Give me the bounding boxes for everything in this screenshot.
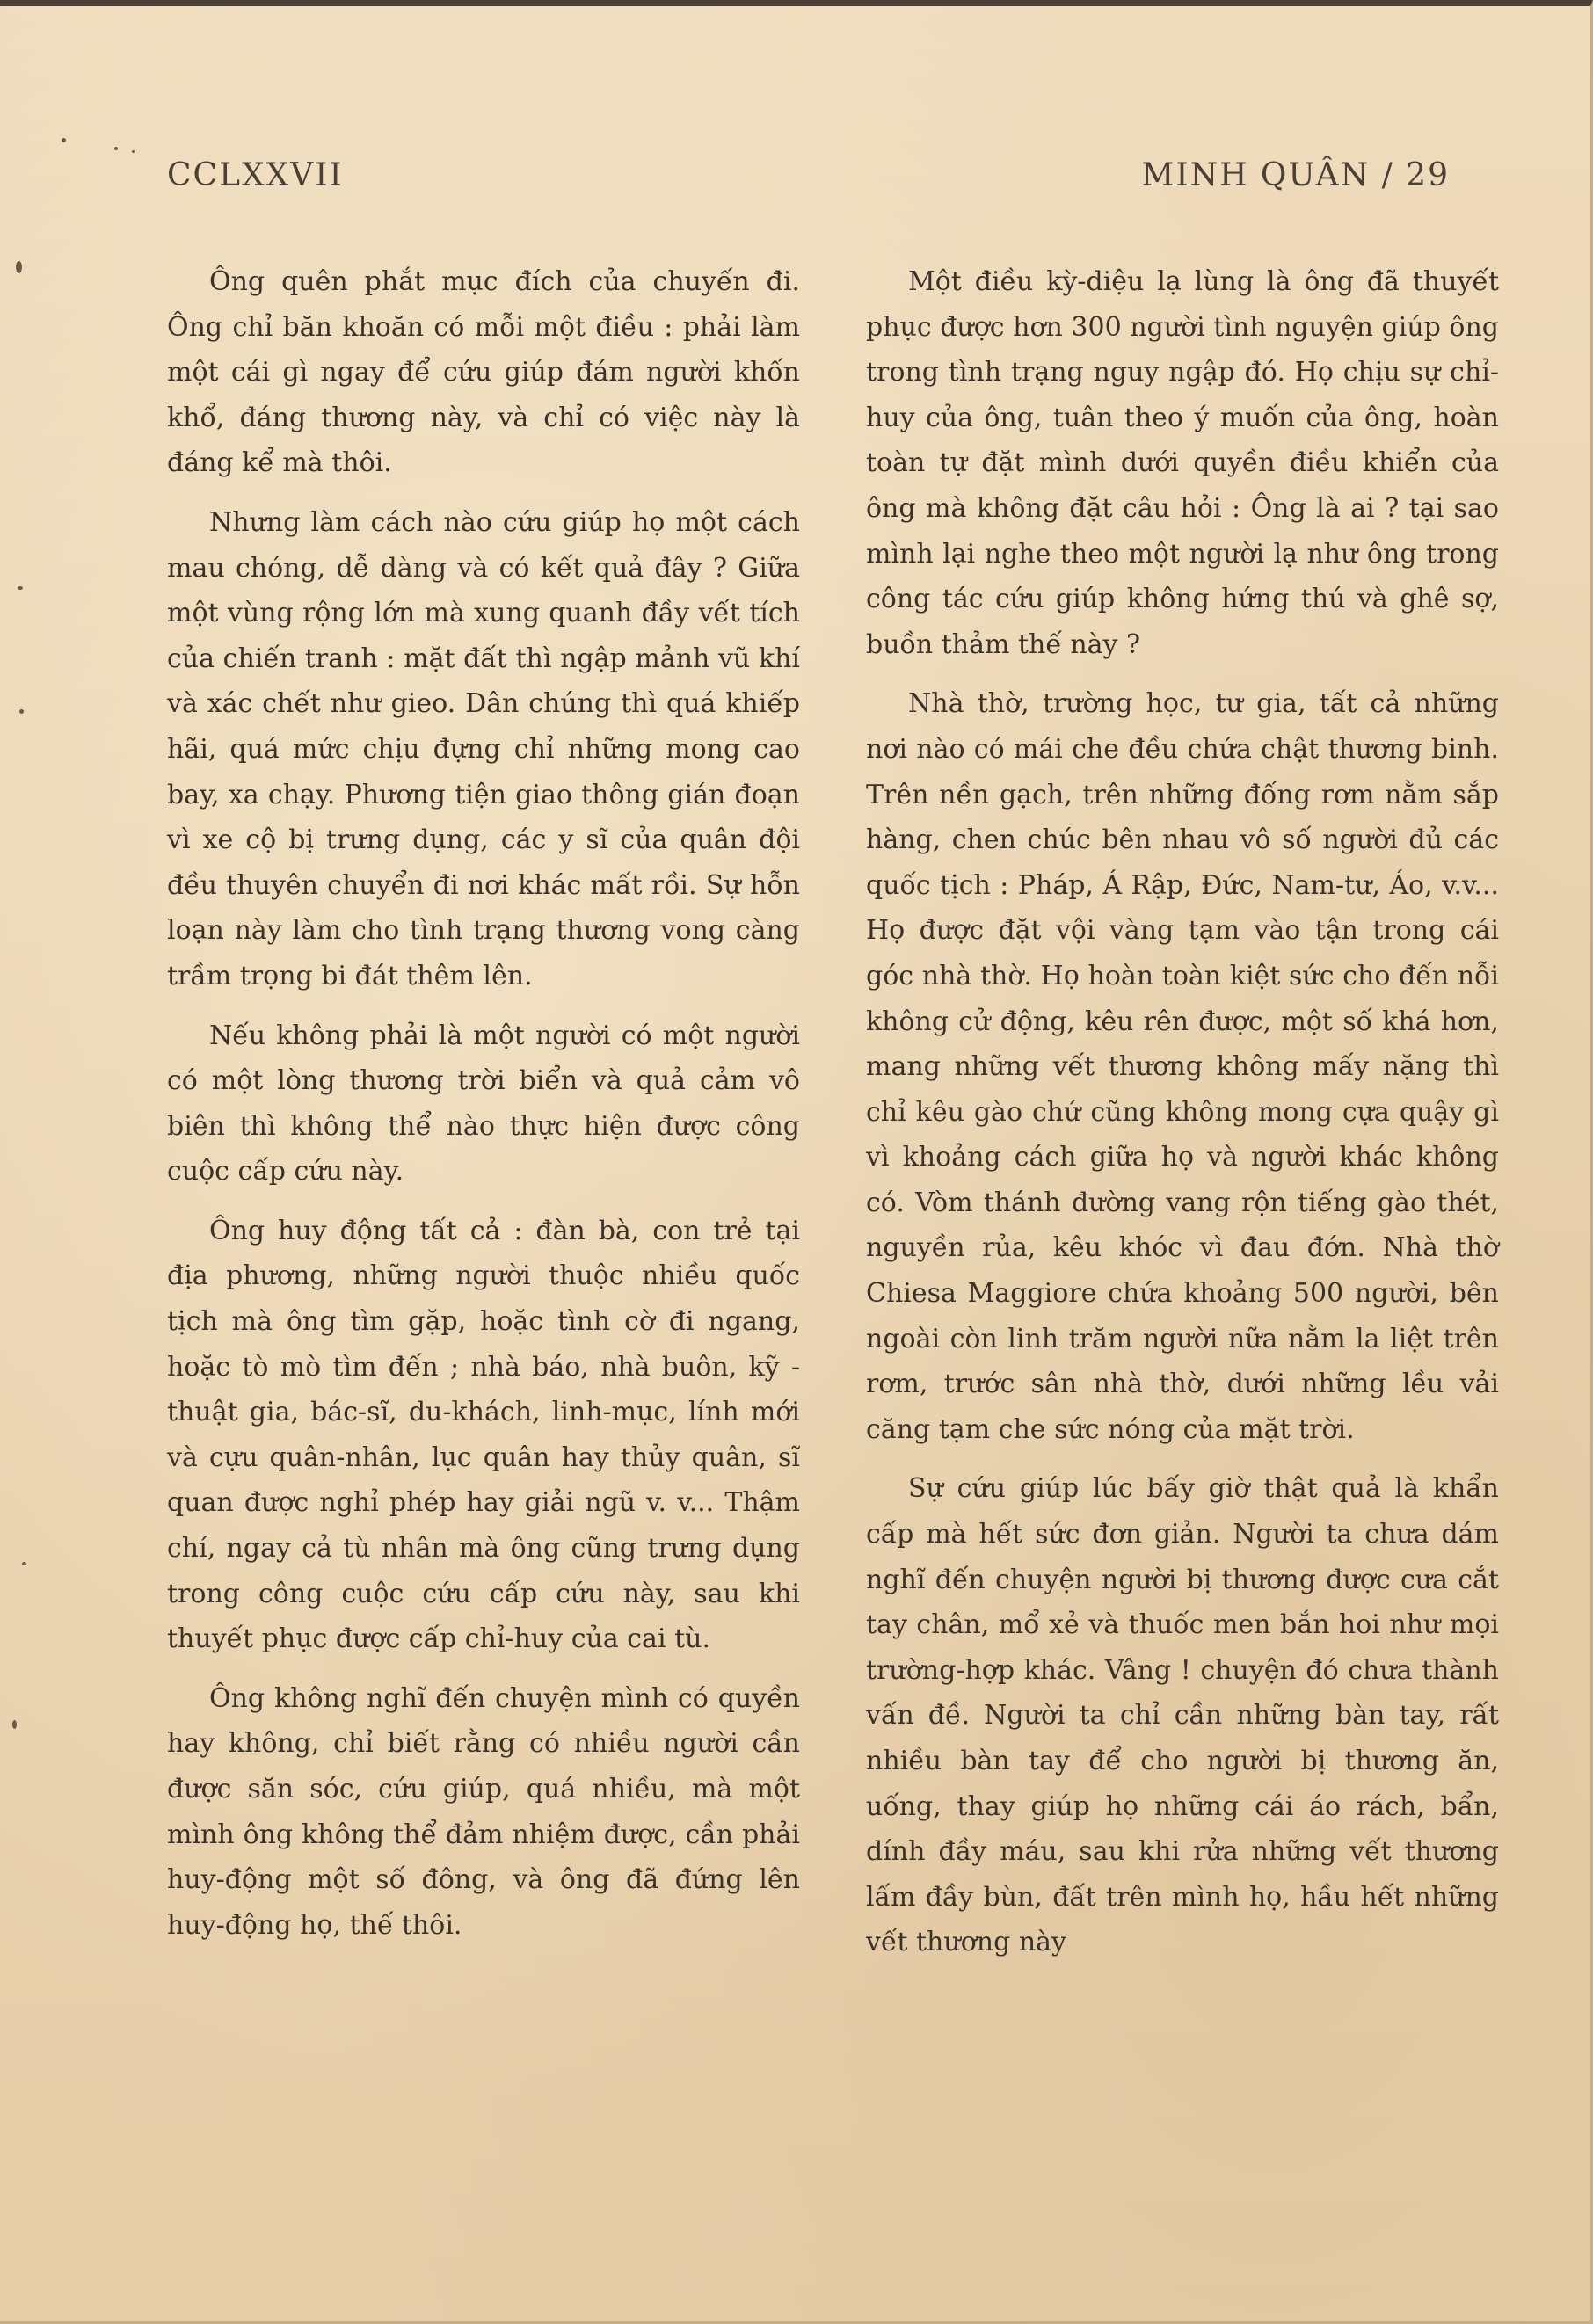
paragraph: Một điều kỳ-diệu lạ lùng là ông đã thuyết phục được hơn 300 người tình nguyện giúp ông trong tình trạng nguy ngập đó. Họ chịu sự chỉ-huy của ông, tuân theo ý muốn của ông, hoàn toàn tự đặt mình dưới quyền điều khiển của ông mà không đặt câu hỏi : Ông là ai ? tại sao mình lại nghe theo một người lạ như ông trong công tác cứu giúp không hứng thú và ghê sợ, buồn thảm thế này ? bbox=[866, 266, 1499, 660]
ink-spot bbox=[132, 150, 135, 153]
section-number: CCLXXVII bbox=[167, 157, 344, 193]
paragraph: Nhưng làm cách nào cứu giúp họ một cách mau chóng, dễ dàng và có kết quả đây ? Giữa một vùng rộng lớn mà xung quanh đầy vết tích của chiến tranh : mặt đất thì ngập mảnh vũ khí và xác chết như gieo. Dân chúng thì quá khiếp hãi, quá mức chịu đựng chỉ những mong cao bay, xa chạy. Phương tiện giao thông gián đoạn vì xe cộ bị trưng dụng, các y sĩ của quân đội đều thuyên chuyển đi nơi khác mất rồi. Sự hỗn loạn này làm cho tình trạng thương vong càng trầm trọng bi đát thêm lên. bbox=[167, 506, 800, 991]
ink-spot bbox=[16, 261, 22, 273]
author-page-number: MINH QUÂN / 29 bbox=[1141, 157, 1450, 193]
ink-spot bbox=[12, 1720, 17, 1729]
paragraph: Ông không nghĩ đến chuyện mình có quyền hay không, chỉ biết rằng có nhiều người cần được săn sóc, cứu giúp, quá nhiều, mà một mình ông không thể đảm nhiệm được, cần phải huy-động một số đông, và ông đã đứng lên huy-động họ, thế thôi. bbox=[167, 1682, 800, 1941]
paragraph: Nếu không phải là một người có một người có một lòng thương trời biển và quả cảm vô biên thì không thể nào thực hiện được công cuộc cấp cứu này. bbox=[167, 1020, 800, 1187]
ink-spot bbox=[22, 1562, 26, 1565]
running-header bbox=[167, 157, 1450, 210]
paragraph: Nhà thờ, trường học, tư gia, tất cả những nơi nào có mái che đều chứa chật thương binh. Trên nền gạch, trên những đống rơm nằm sắp hàng, chen chúc bên nhau vô số người đủ các quốc tịch : Pháp, Á Rập, Đức, Nam-tư, Áo, v.v... Họ được đặt vội vàng tạm vào tận trong cái góc nhà thờ. Họ hoàn toàn kiệt sức cho đến nỗi không cử động, kêu rên được, một số khá hơn, mang những vết thương không mấy nặng thì chỉ kêu gào chứ cũng không mong cựa quậy gì vì khoảng cách giữa họ và người khác không có. Vòm thánh đường vang rộn tiếng gào thét, nguyền rủa, kêu khóc vì đau đớn. Nhà thờ Chiesa Maggiore chứa khoảng 500 người, bên ngoài còn linh trăm người nữa nằm la liệt trên rơm, trước sân nhà thờ, dưới những lều vải căng tạm che sức nóng của mặt trời. bbox=[866, 688, 1499, 1445]
ink-spot bbox=[62, 138, 66, 142]
paragraph: Ông quên phắt mục đích của chuyến đi. Ông chỉ băn khoăn có mỗi một điều : phải làm một cái gì ngay để cứu giúp đám người khốn khổ, đáng thương này, và chỉ có việc này là đáng kể mà thôi. bbox=[167, 266, 800, 479]
ink-spot bbox=[18, 586, 23, 590]
left-column bbox=[167, 259, 800, 1962]
paragraph: Sự cứu giúp lúc bấy giờ thật quả là khẩn cấp mà hết sức đơn giản. Người ta chưa dám nghĩ đến chuyện người bị thương được cưa cắt tay chân, mổ xẻ và thuốc men bắn hoi như mọi trường-hợp khác. Vâng ! chuyện đó chưa thành vấn đề. Người ta chỉ cần những bàn tay, rất nhiều bàn tay để cho người bị thương ăn, uống, thay giúp họ những cái áo rách, bẩn, dính đầy máu, sau khi rửa những vết thương lấm đầy bùn, đất trên mình họ, hầu hết những vết thương này bbox=[866, 1473, 1499, 1958]
ink-spot bbox=[19, 709, 24, 714]
paragraph: Ông huy động tất cả : đàn bà, con trẻ tại địa phương, những người thuộc nhiều quốc tịch mà ông tìm gặp, hoặc tình cờ đi ngang, hoặc tò mò tìm đến ; nhà báo, nhà buôn, kỹ - thuật gia, bác-sĩ, du-khách, linh-mục, lính mới và cựu quân-nhân, lục quân hay thủy quân, sĩ quan được nghỉ phép hay giải ngũ v. v... Thậm chí, ngay cả tù nhân mà ông cũng trưng dụng trong công cuộc cứu cấp cứu này, sau khi thuyết phục được cấp chỉ-huy của cai tù. bbox=[167, 1215, 800, 1655]
right-column bbox=[866, 259, 1499, 1979]
ink-spot bbox=[114, 147, 118, 150]
